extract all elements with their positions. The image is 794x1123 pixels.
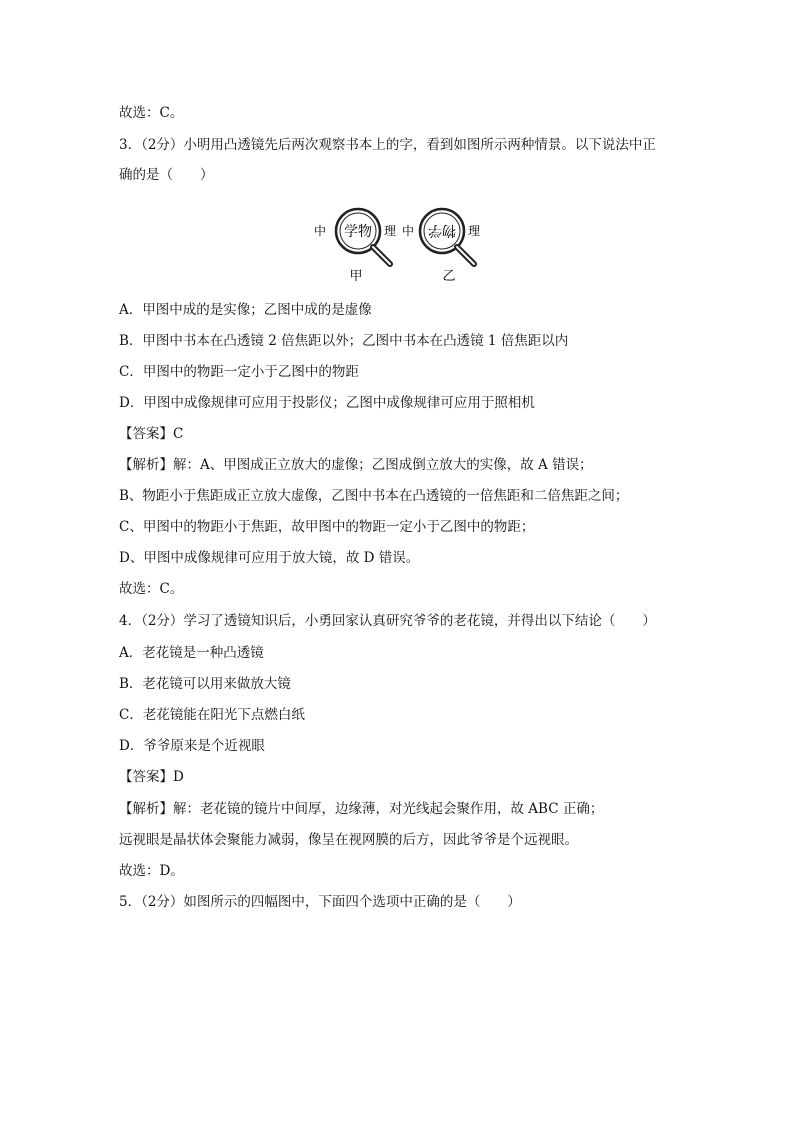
question-5-stem: 5．（2分）如图所示的四幅图中，下面四个选项中正确的是（ ） (119, 894, 521, 910)
question-4-select: 故选：D。 (119, 863, 184, 879)
fig-left-caption: 甲 (349, 269, 363, 284)
fig-right-char-1: 中 (402, 224, 415, 238)
question-4-answer: 【答案】D (119, 769, 184, 785)
question-4-explanation-1: 【解析】解：老花镜的镜片中间厚，边缘薄，对光线起会聚作用，故 ABC 正确； (119, 801, 604, 817)
fig-right-caption: 乙 (442, 269, 456, 284)
question-3-option-b: B．甲图中书本在凸透镜 2 倍焦距以外；乙图中书本在凸透镜 1 倍焦距以内 (119, 333, 569, 349)
answer-select-q2: 故选：C。 (119, 105, 184, 121)
question-3-select: 故选：C。 (119, 581, 184, 597)
question-3-option-c: C．甲图中的物距一定小于乙图中的物距 (119, 364, 359, 380)
question-3-stem-line-2: 确的是（ ） (119, 167, 214, 183)
question-3-option-d: D．甲图中成像规律可应用于投影仪；乙图中成像规律可应用于照相机 (119, 395, 535, 411)
fig-right-lens-text: 物学 (428, 222, 456, 238)
question-3-explanation-2: B、物距小于焦距成正立放大虚像，乙图中书本在凸透镜的一倍焦距和二倍焦距之间； (119, 488, 629, 504)
question-3-explanation-4: D、甲图中成像规律可应用于放大镜，故 D 错误。 (119, 550, 420, 566)
question-4-stem: 4．（2分）学习了透镜知识后，小勇回家认真研究爷爷的老花镜，并得出以下结论（ ） (119, 613, 656, 629)
question-4-option-a: A．老花镜是一种凸透镜 (119, 645, 264, 661)
question-4-option-b: B．老花镜可以用来做放大镜 (119, 676, 291, 692)
question-4-option-c: C．老花镜能在阳光下点燃白纸 (119, 707, 305, 723)
question-4-explanation-2: 远视眼是晶状体会聚能力减弱，像呈在视网膜的后方，因此爷爷是个远视眼。 (119, 832, 578, 848)
question-4-option-d: D．爷爷原来是个近视眼 (119, 738, 265, 754)
fig-left-char-1: 中 (314, 224, 327, 238)
question-3-stem-line-1: 3．（2分）小明用凸透镜先后两次观察书本上的字，看到如图所示两种情景。以下说法中正 (119, 137, 656, 153)
question-3-option-a: A．甲图中成的是实像；乙图中成的是虚像 (119, 302, 372, 318)
question-3-explanation-3: C、甲图中的物距小于焦距，故甲图中的物距一定小于乙图中的物距； (119, 519, 535, 535)
fig-left-char-2: 理 (384, 224, 397, 238)
fig-left-lens-text: 学物 (344, 224, 372, 240)
fig-right-char-2: 理 (468, 224, 481, 238)
question-3-explanation-1: 【解析】解：A、甲图成正立放大的虚像；乙图成倒立放大的实像，故 A 错误； (119, 457, 593, 473)
magnifier-figure (310, 204, 490, 284)
question-3-answer: 【答案】C (119, 426, 184, 442)
